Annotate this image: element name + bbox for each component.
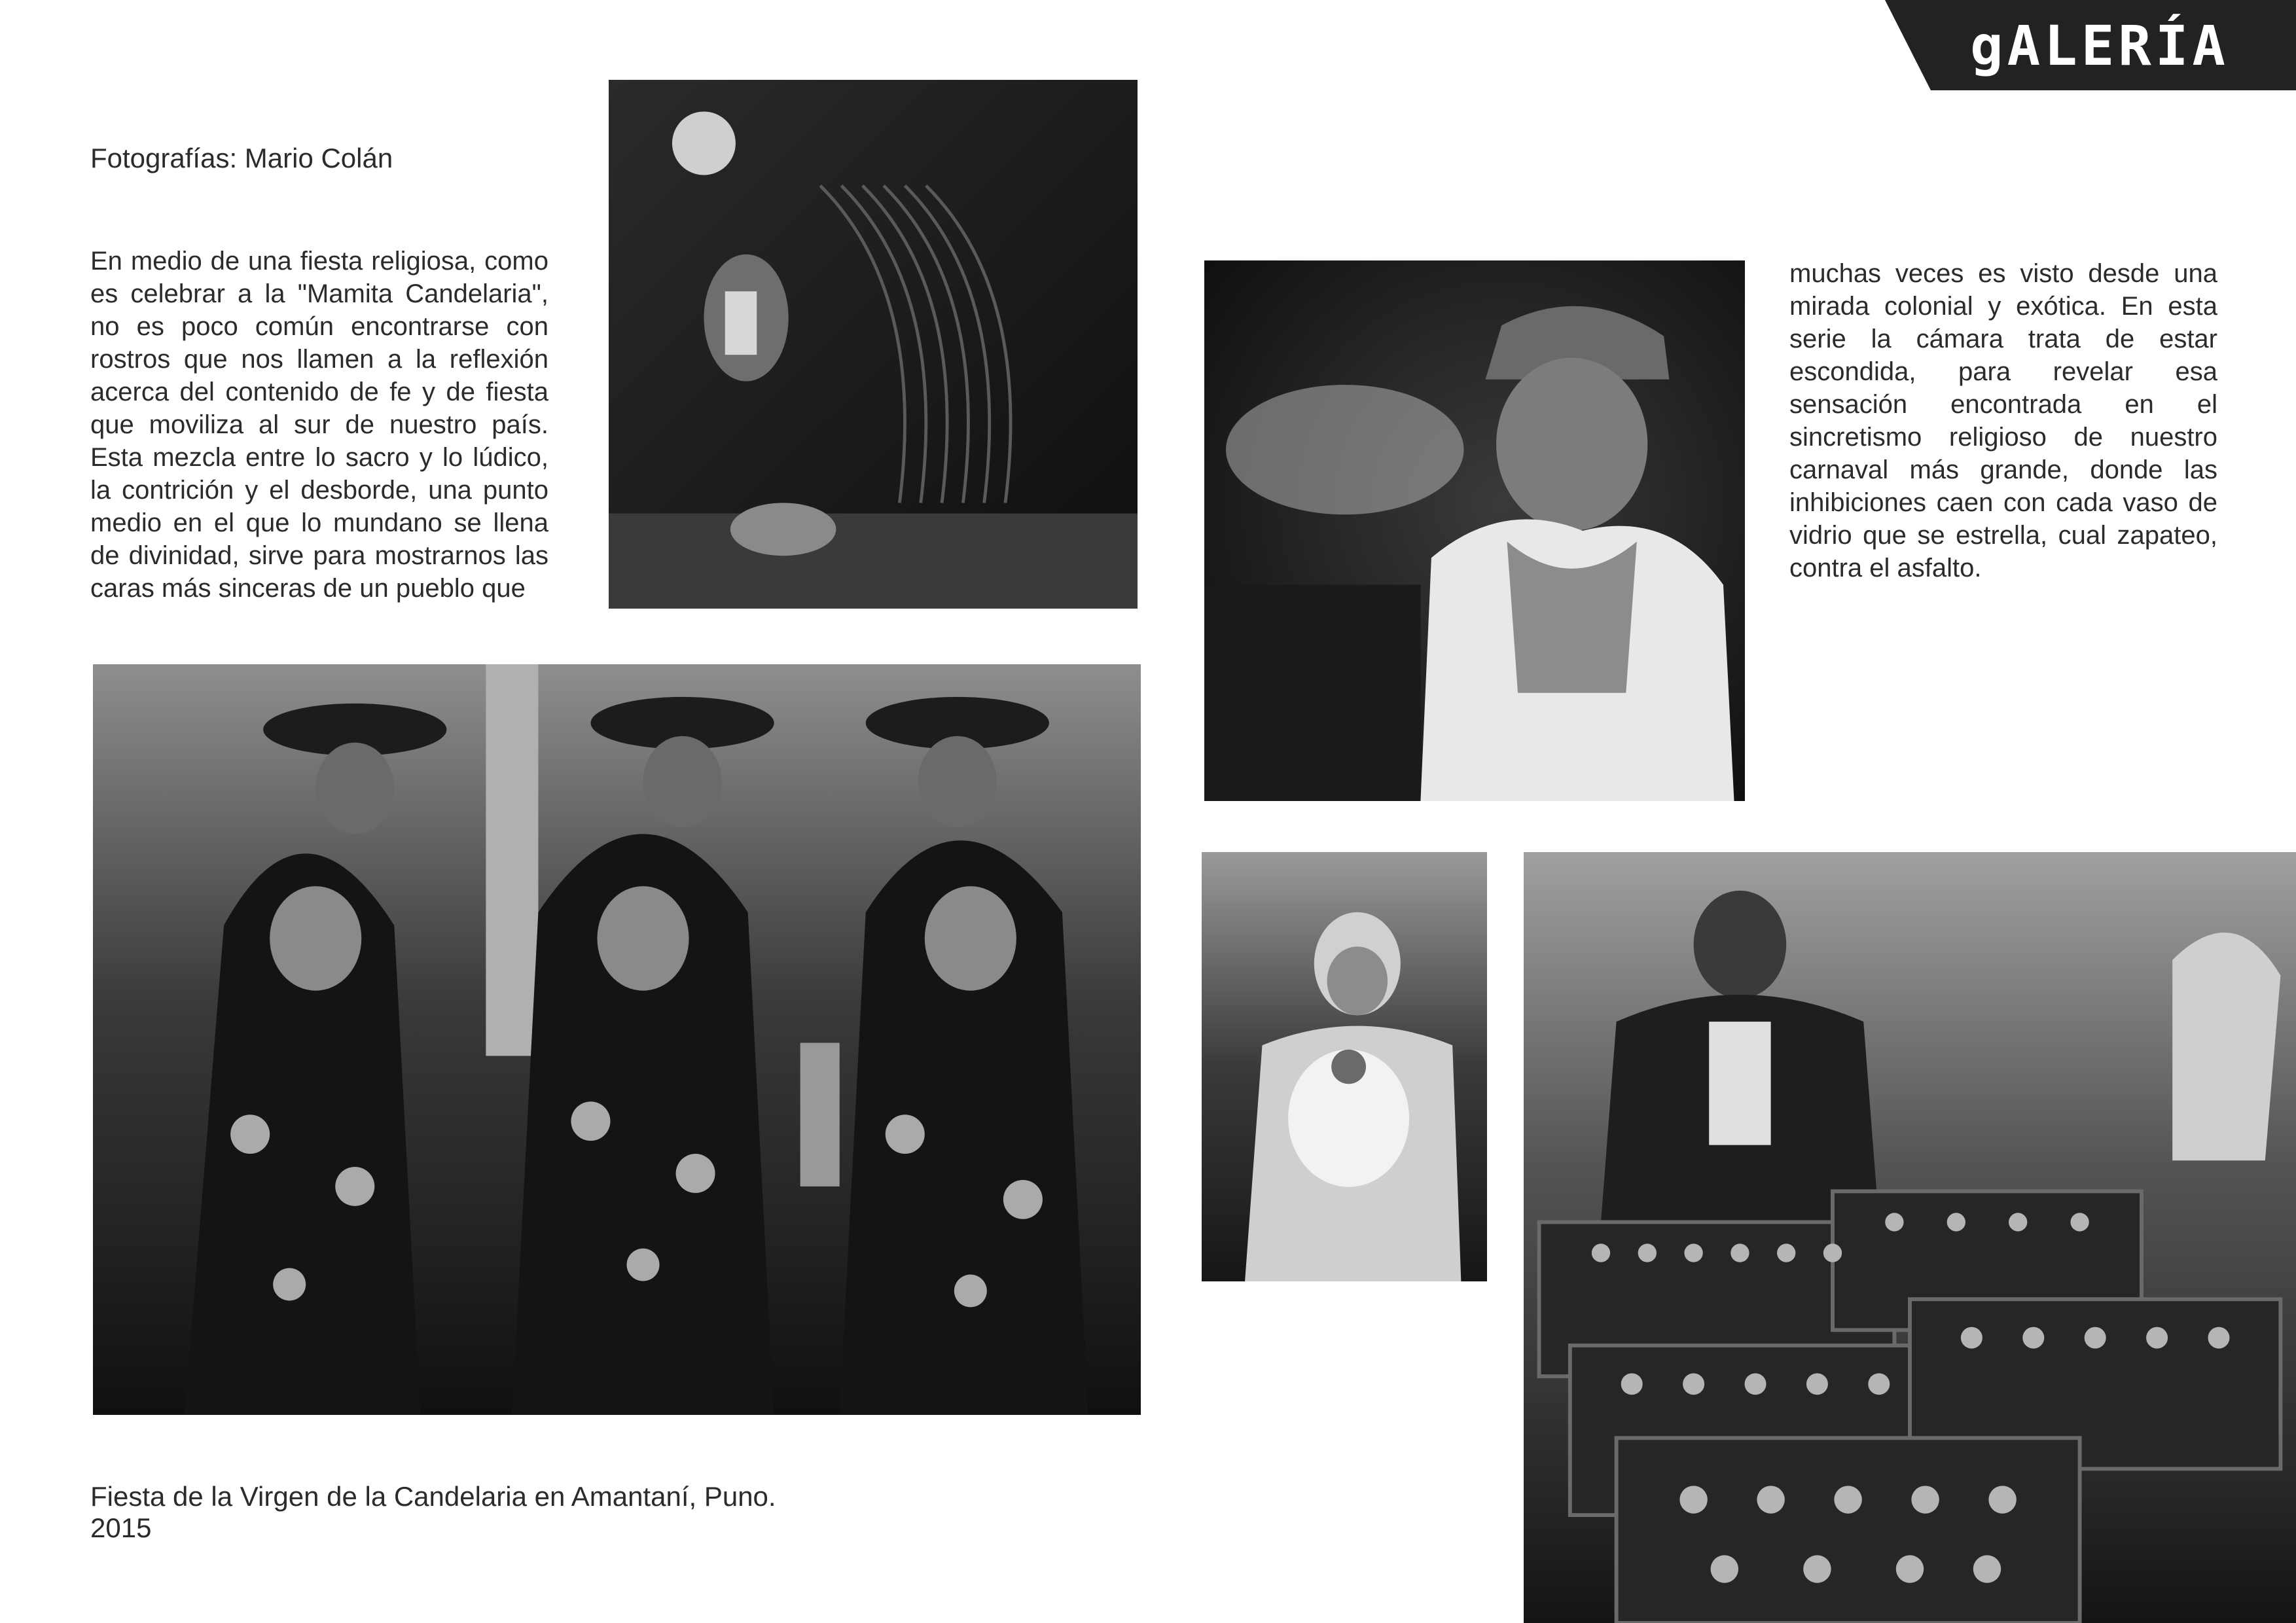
caption-line-2: 2015 [90, 1512, 152, 1543]
photo-credit: Fotografías: Mario Colán [90, 143, 393, 173]
section-title: gALERÍA [1970, 14, 2230, 78]
photo-caption [90, 1481, 810, 1544]
photo-group-elders [93, 664, 1141, 1415]
photo-child-portrait [1204, 260, 1745, 801]
continued-paragraph: muchas veces es visto desde una mirada colonial y exótica. En esta serie la cámara trata de estar escondida, para revelar esa sensación encontrada en el sincretismo religioso de nuestro carnaval más grande, donde las inhibiciones caen con cada vaso de vidrio que se estrella, cual zapateo, contra el asfalto. [1789, 259, 2217, 582]
caption-line-1: Fiesta de la Virgen de la Candelaria en Amantaní, Puno. [90, 1481, 776, 1512]
photo-hands-cup [609, 80, 1138, 609]
photo-woman-statue [1202, 852, 1487, 1281]
intro-paragraph: En medio de una fiesta religiosa, como es celebrar a la "Mamita Candelaria", no es poco común encontrarse con rostros que nos llamen a la reflexión acerca del contenido de fe y de fiesta que moviliza al sur de nuestro país. Esta mezcla entre lo sacro y lo lúdico, la contrición y el desborde, una punto medio en el que lo mundano se llena de divinidad, sirve para mostrarnos las caras más sinceras de un pueblo que [90, 247, 548, 603]
photo-beer-crates [1524, 852, 2296, 1623]
